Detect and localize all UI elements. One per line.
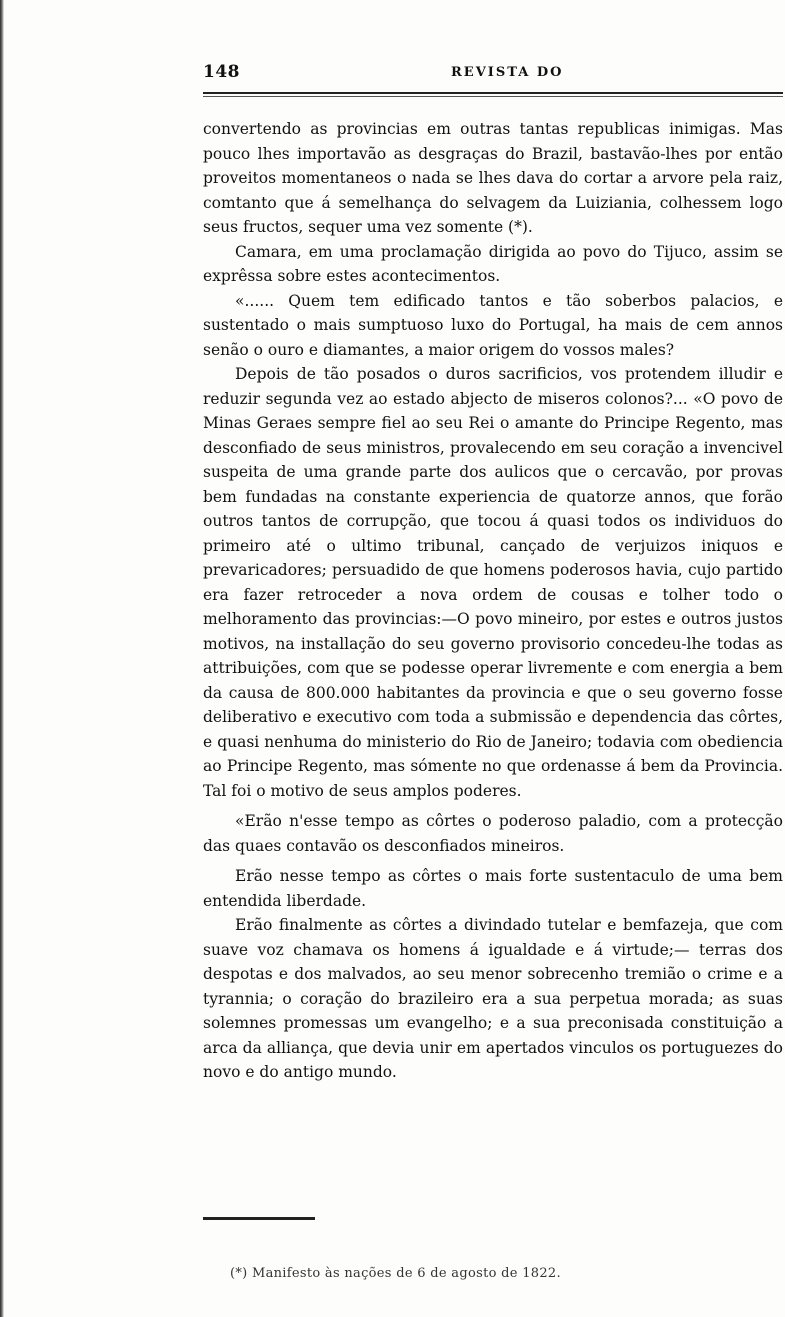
paragraph-2: Camara, em uma proclamação dirigida ao povo do Tijuco, assim se exprêssa sobre estes acontecimentos.	[203, 242, 783, 285]
paragraph-1: convertendo as provincias em outras tantas republicas inimigas. Mas pouco lhes importavão as desgraças do Brazil, bastavão-lhes por então proveitos momentaneos o nada se lhes dava do cortar a arvore pela raiz, comtanto que á semelhança do selvagem da Luiziania, colhessem logo seus fructos, sequer uma vez somente (*).	[203, 120, 783, 236]
page-number: 148	[203, 62, 240, 82]
header-rule-thin	[203, 96, 783, 97]
page-binding-edge	[0, 0, 4, 1317]
header-rule	[203, 92, 783, 94]
page-header	[203, 62, 783, 84]
footnote-rule	[203, 1217, 315, 1220]
paragraph-3: «...... Quem tem edificado tantos e tão soberbos palacios, e sustentado o mais sumptuoso luxo do Portugal, ha mais de cem annos senão o ouro e diamantes, a maior origem do vossos males?	[203, 291, 783, 359]
paragraph-5: «Erão n'esse tempo as côrtes o poderoso paladio, com a protecção das quaes contavão os desconfiados mineiros.	[203, 812, 783, 855]
running-title: REVISTA DO	[451, 65, 564, 80]
footnote: (*) Manifesto às nações de 6 de agosto de 1822.	[230, 1266, 561, 1281]
paragraph-7: Erão finalmente as côrtes a divindado tutelar e bemfazeja, que com suave voz chamava os homens á igualdade e á virtude;— terras dos despotas e dos malvados, ao seu menor sobrecenho tremião o crime e a tyrannia; o coração do brazileiro era a sua perpetua morada; as suas solemnes promessas um evangelho; e a sua preconisada constituição a arca da alliança, que devia unir em apertados vinculos os portuguezes do novo e do antigo mundo.	[203, 916, 783, 1081]
paragraph-6: Erão nesse tempo as côrtes o mais forte sustentaculo de uma bem entendida liberdade.	[203, 867, 783, 910]
paragraph-4: Depois de tão posados o duros sacrificios, vos protendem illudir e reduzir segunda vez ao estado abjecto de miseros colonos?... «O povo de Minas Geraes sempre fiel ao seu Rei o amante do Principe Regento, mas desconfiado de seus ministros, provalecendo em seu coração a invencivel suspeita de uma grande parte dos aulicos que o cercavão, por provas bem fundadas na constante experiencia de quatorze annos, que forão outros tantos de corrupção, que tocou á quasi todos os individuos do primeiro até o ultimo tribunal, cançado de verjuizos iniquos e prevaricadores; persuadido de que homens poderosos havia, cujo partido era fazer retroceder a nova ordem de cousas e tolher todo o melhoramento das provincias:—O povo mineiro, por estes e outros justos motivos, na installação do seu governo provisorio concedeu-lhe todas as attribuições, com que se podesse operar livremente e com energia a bem da causa de 800.000 habitantes da provincia e que o seu governo fosse deliberativo e executivo com toda a submissão e dependencia das côrtes, e quasi nenhuma do ministerio do Rio de Janeiro; todavia com obediencia ao Principe Regento, mas sómente no que ordenasse á bem da Provincia. Tal foi o motivo de seus amplos poderes.	[203, 365, 783, 800]
body-text	[203, 117, 783, 1085]
